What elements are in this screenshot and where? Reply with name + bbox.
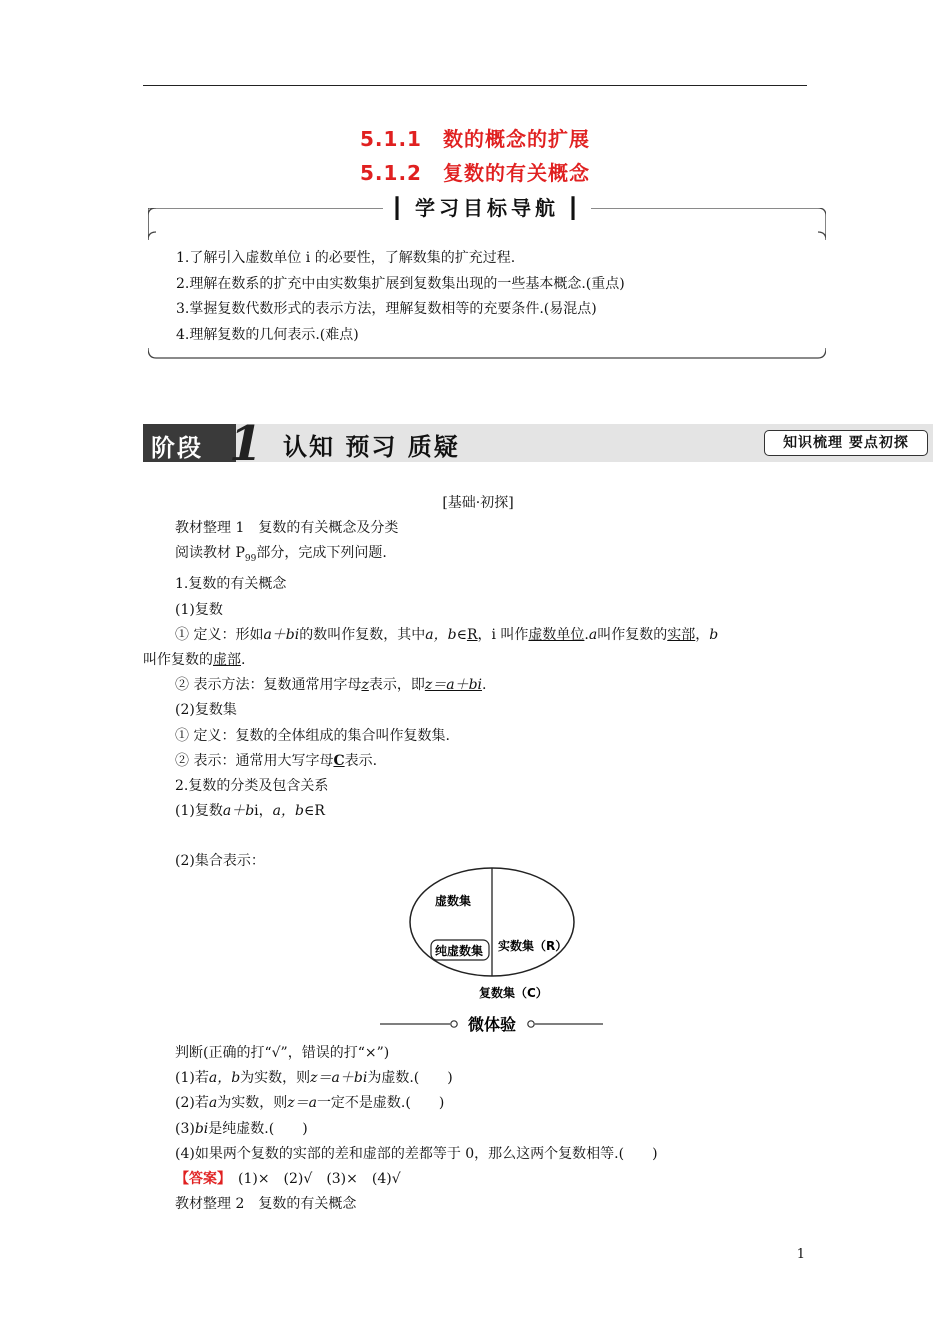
heading-2b: (2)集合表示：	[175, 853, 265, 870]
question-3: (3)bi是纯虚数.( )	[175, 1120, 308, 1137]
heading-1b: (2)复数集	[175, 702, 237, 719]
heading-1a: (1)复数	[175, 601, 223, 618]
section-tag: [基础·初探]	[442, 495, 514, 511]
goal-item: 4.理解复数的几何表示.(难点)	[176, 326, 359, 343]
question-4: (4)如果两个复数的实部的差和虚部的差都等于 0，那么这两个复数相等.( )	[175, 1145, 658, 1162]
set-diagram-svg	[405, 866, 585, 1006]
answer: 【答案】 (1)× (2)√ (3)× (4)√	[175, 1171, 401, 1188]
question-2: (2)若a为实数，则z＝a一定不是虚数.( )	[175, 1095, 445, 1112]
goal-item: 2.理解在数系的扩充中由实数集扩展到复数集出现的一些基本概念.(重点)	[176, 275, 625, 292]
question-1: (1)若a，b为实数，则z＝a＋bi为虚数.( )	[175, 1070, 453, 1087]
micro-heading-svg	[375, 1012, 605, 1036]
representation: ② 表示方法：复数通常用字母z表示，即z＝a＋bi.	[175, 677, 487, 694]
real-set-label: 实数集（R）	[498, 939, 568, 953]
pure-imag-set-label: 纯虚数集	[435, 944, 484, 958]
heading-2: 2.复数的分类及包含关系	[175, 778, 329, 795]
definition-paragraph: ① 定义：形如a＋bi的数叫作复数，其中a，b∈R，i 叫作虚数单位.a叫作复数的实部，b	[175, 626, 719, 643]
page-number: 1	[796, 1247, 805, 1262]
section-title-2: 5.1.2 复数的有关概念	[360, 161, 590, 185]
read-instruction: 阅读教材 $P_{99}$部分，完成下列问题.	[175, 545, 387, 565]
set-diagram	[405, 866, 585, 1006]
stage-tag: 知识梳理 要点初探	[764, 430, 928, 456]
complex-set-label: 复数集（C）	[479, 986, 548, 1000]
micro-heading	[375, 1012, 605, 1036]
goal-item: 3.掌握复数代数形式的表示方法，理解复数相等的充要条件.(易混点)	[176, 301, 597, 317]
goal-item: 1.了解引入虚数单位 i 的必要性，了解数集的扩充过程.	[176, 250, 516, 266]
material-1	[143, 491, 813, 875]
goals-heading-text: 学习目标导航	[407, 196, 567, 220]
heading-2a: (1)复数a＋bi，a，b∈R	[175, 803, 325, 820]
stage-number: 1	[229, 416, 263, 472]
goals-heading: ┃ 学习目标导航 ┃	[148, 192, 826, 221]
micro-heading-text: 微体验	[467, 1015, 517, 1034]
stage-label-box	[143, 424, 236, 462]
imag-set-label: 虚数集	[435, 894, 472, 908]
material-heading: 教材整理 1 复数的有关概念及分类	[175, 520, 399, 537]
set-representation: ② 表示：通常用大写字母C表示.	[175, 752, 378, 769]
instruction: 判断(正确的打“√”，错误的打“×”)	[175, 1045, 390, 1061]
set-definition: ① 定义：复数的全体组成的集合叫作复数集.	[175, 727, 450, 744]
answer-label: 【答案】	[175, 1171, 224, 1188]
section-title-1: 5.1.1 数的概念的扩展	[360, 127, 590, 151]
learning-goals-box	[148, 196, 826, 360]
stage-banner	[143, 416, 933, 472]
top-rule	[143, 85, 807, 86]
definition-continued: 叫作复数的虚部.	[143, 652, 246, 669]
material-2-heading: 教材整理 2 复数的有关概念	[175, 1196, 357, 1213]
heading-1: 1.复数的有关概念	[175, 576, 287, 593]
stage-label: 阶段	[151, 434, 203, 462]
micro-experience	[143, 1041, 813, 1217]
stage-title: 认知 预习 质疑	[283, 433, 460, 461]
goals-list	[176, 246, 625, 348]
